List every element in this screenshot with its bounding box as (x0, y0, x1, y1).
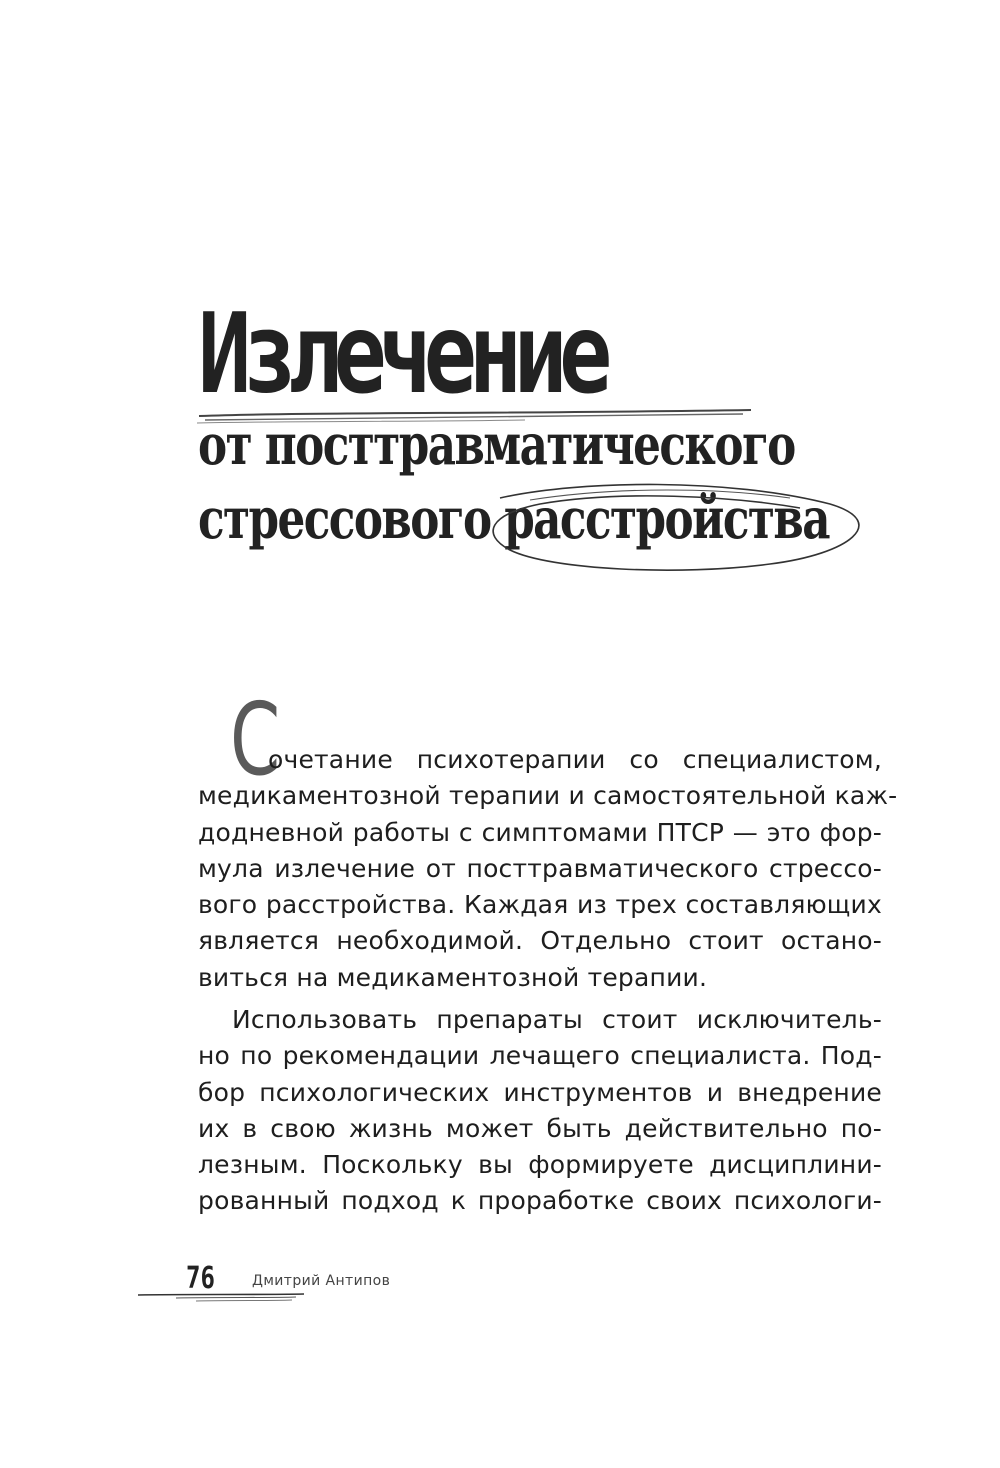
text-line: вого расстройства. Каждая из трех составляющих (198, 890, 882, 920)
text-line: бор психологических инструментов и внедрение (198, 1077, 882, 1107)
text-line: их в свою жизнь может быть действительно по- (198, 1113, 882, 1143)
text-line: рованный подход к проработке своих психологи- (198, 1186, 882, 1216)
page-number: 76 (186, 1261, 215, 1296)
chapter-title: Излечение (198, 290, 605, 419)
chapter-subtitle-line-1: от посттравматического (198, 412, 795, 478)
hand-drawn-oval-scribble (470, 470, 870, 580)
drop-cap-letter: С (230, 681, 281, 798)
text-line: Использовать препараты стоит исключитель- (232, 1005, 882, 1034)
text-line: является необходимой. Отдельно стоит остано- (198, 926, 882, 956)
text-line: додневной работы с симптомами ПТСР — это фор- (198, 817, 882, 847)
paragraph-1 (198, 742, 898, 996)
chapter-subtitle-line-2: стрессового расстройства (198, 486, 829, 552)
text-line: медикаментозной терапии и самостоятельной каж- (198, 781, 898, 811)
text-line: виться на медикаментозной терапии. (198, 962, 708, 992)
text-line: мула излечение от посттравматического стрессо- (198, 853, 882, 883)
text-line: но по рекомендации лечащего специалиста. Под- (198, 1041, 882, 1071)
text-line: лезным. Поскольку вы формируете дисциплини- (198, 1150, 882, 1180)
running-footer-author: Дмитрий Антипов (252, 1273, 391, 1289)
footer-underline-decoration (136, 1288, 306, 1304)
paragraph-2 (198, 1002, 882, 1220)
text-line: очетание психотерапии со специалистом, (268, 745, 882, 774)
